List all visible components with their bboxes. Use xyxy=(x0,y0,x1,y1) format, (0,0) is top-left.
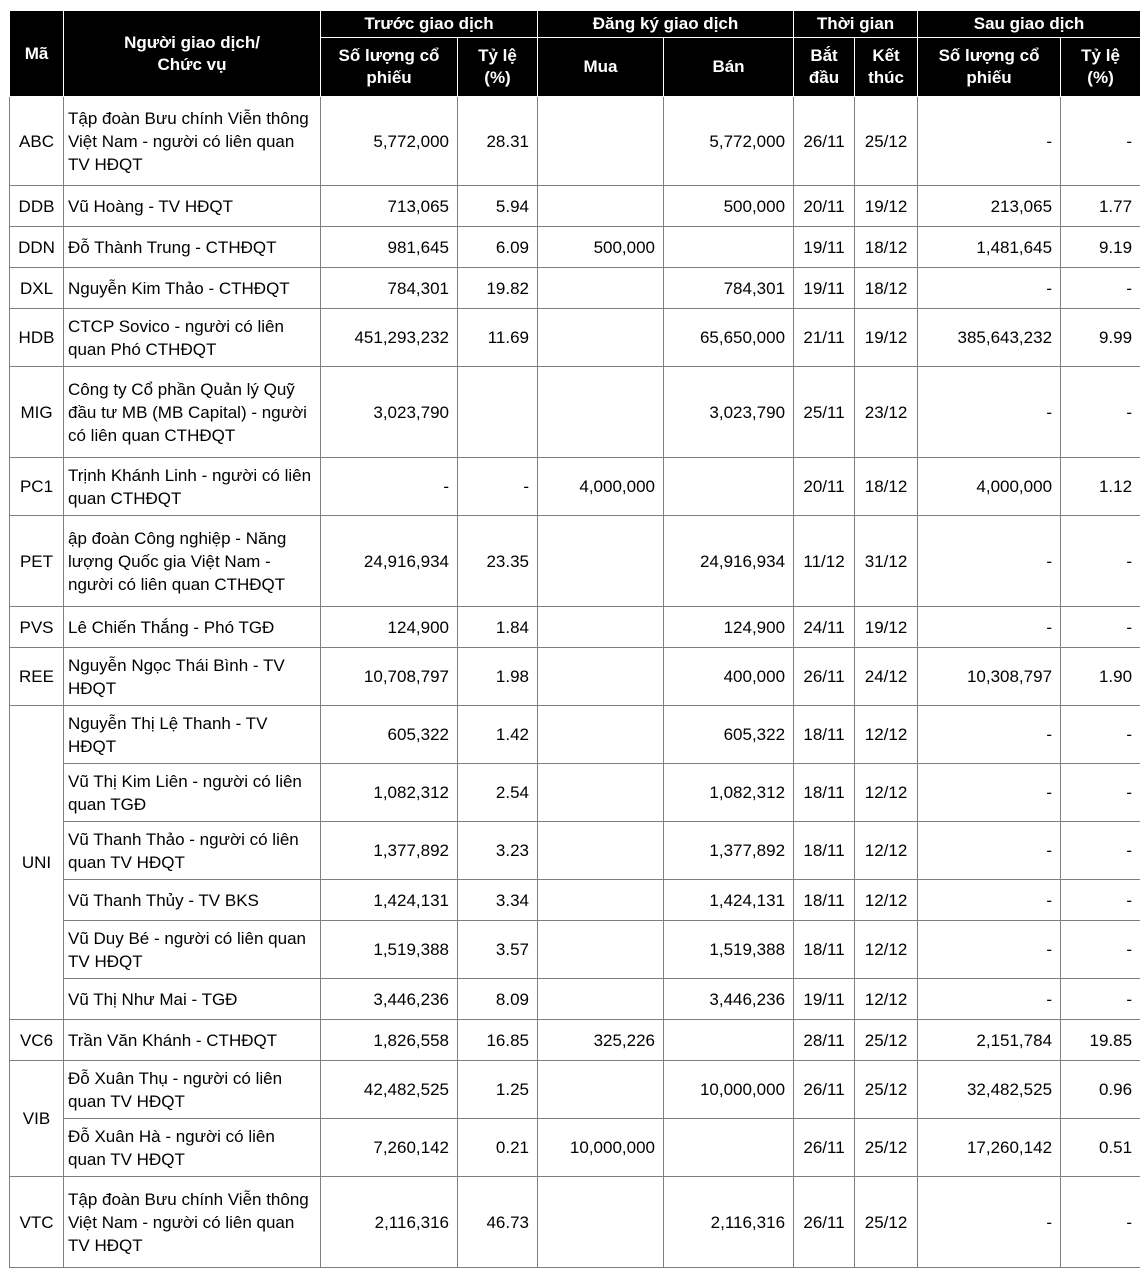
end-date-cell: 31/12 xyxy=(855,516,918,607)
buy-qty-cell xyxy=(538,648,664,706)
trader-name-cell: Đỗ Xuân Hà - người có liên quan TV HĐQT xyxy=(64,1119,321,1177)
end-date-cell: 12/12 xyxy=(855,880,918,921)
after-qty-cell: 17,260,142 xyxy=(918,1119,1061,1177)
start-date-cell: 19/11 xyxy=(794,979,855,1020)
header-before-pct xyxy=(458,38,538,97)
table-row xyxy=(10,186,1140,227)
before-pct-cell: 1.25 xyxy=(458,1061,538,1119)
before-pct-cell: 19.82 xyxy=(458,268,538,309)
trader-name-cell: Tập đoàn Bưu chính Viễn thông Việt Nam - người có liên quan TV HĐQT xyxy=(64,1177,321,1268)
buy-qty-cell xyxy=(538,268,664,309)
table-row xyxy=(10,706,1140,764)
buy-qty-cell: 4,000,000 xyxy=(538,458,664,516)
end-date-cell: 25/12 xyxy=(855,97,918,186)
trader-name-cell: Vũ Thị Như Mai - TGĐ xyxy=(64,979,321,1020)
table-row xyxy=(10,921,1140,979)
trader-name-cell: ập đoàn Công nghiệp - Năng lượng Quốc gia Việt Nam - người có liên quan CTHĐQT xyxy=(64,516,321,607)
after-pct-cell: - xyxy=(1061,268,1140,309)
end-date-cell: 12/12 xyxy=(855,706,918,764)
header-trader-line2: Chức vụ xyxy=(157,54,227,74)
end-date-cell: 19/12 xyxy=(855,186,918,227)
start-date-cell: 26/11 xyxy=(794,97,855,186)
after-qty-cell: - xyxy=(918,822,1061,880)
trader-name-cell: Công ty Cổ phần Quản lý Quỹ đầu tư MB (MB Capital) - người có liên quan CTHĐQT xyxy=(64,367,321,458)
before-qty-cell: 5,772,000 xyxy=(321,97,458,186)
buy-qty-cell xyxy=(538,1061,664,1119)
buy-qty-cell: 10,000,000 xyxy=(538,1119,664,1177)
header-after-pct-line2: (%) xyxy=(1087,68,1114,87)
start-date-cell: 26/11 xyxy=(794,1177,855,1268)
before-pct-cell: 1.98 xyxy=(458,648,538,706)
buy-qty-cell xyxy=(538,1177,664,1268)
start-date-cell: 18/11 xyxy=(794,880,855,921)
start-date-cell: 24/11 xyxy=(794,607,855,648)
header-before-pct-line2: (%) xyxy=(484,68,511,87)
sell-qty-cell: 2,116,316 xyxy=(664,1177,794,1268)
header-period: Thời gian xyxy=(794,11,918,38)
before-qty-cell: 7,260,142 xyxy=(321,1119,458,1177)
after-pct-cell: 19.85 xyxy=(1061,1020,1140,1061)
buy-qty-cell xyxy=(538,607,664,648)
buy-qty-cell: 325,226 xyxy=(538,1020,664,1061)
sell-qty-cell: 500,000 xyxy=(664,186,794,227)
end-date-cell: 18/12 xyxy=(855,268,918,309)
header-after-pct-line1: Tỷ lệ xyxy=(1081,46,1120,65)
trader-name-cell: Lê Chiến Thắng - Phó TGĐ xyxy=(64,607,321,648)
start-date-cell: 18/11 xyxy=(794,706,855,764)
end-date-cell: 25/12 xyxy=(855,1020,918,1061)
after-pct-cell: 9.99 xyxy=(1061,309,1140,367)
stock-code-cell: VC6 xyxy=(10,1020,64,1061)
end-date-cell: 18/12 xyxy=(855,227,918,268)
header-end-line2: thúc xyxy=(868,68,904,87)
stock-code-cell: DDB xyxy=(10,186,64,227)
header-end-line1: Kết xyxy=(872,46,900,65)
sell-qty-cell: 1,082,312 xyxy=(664,764,794,822)
table-row xyxy=(10,367,1140,458)
header-start-line2: đầu xyxy=(808,68,840,87)
after-qty-cell: 32,482,525 xyxy=(918,1061,1061,1119)
stock-code-cell: PET xyxy=(10,516,64,607)
table-row xyxy=(10,979,1140,1020)
before-qty-cell: 1,377,892 xyxy=(321,822,458,880)
after-pct-cell: - xyxy=(1061,764,1140,822)
trader-name-cell: Nguyễn Thị Lệ Thanh - TV HĐQT xyxy=(64,706,321,764)
buy-qty-cell xyxy=(538,186,664,227)
before-qty-cell: 605,322 xyxy=(321,706,458,764)
after-pct-cell: - xyxy=(1061,822,1140,880)
stock-code-cell: DXL xyxy=(10,268,64,309)
after-qty-cell: 1,481,645 xyxy=(918,227,1061,268)
trader-name-cell: Nguyễn Kim Thảo - CTHĐQT xyxy=(64,268,321,309)
end-date-cell: 19/12 xyxy=(855,309,918,367)
header-after-qty-line1: Số lượng cổ xyxy=(938,46,1040,65)
after-qty-cell: 4,000,000 xyxy=(918,458,1061,516)
header-trader xyxy=(64,11,321,97)
before-qty-cell: 1,519,388 xyxy=(321,921,458,979)
trader-name-cell: Vũ Hoàng - TV HĐQT xyxy=(64,186,321,227)
end-date-cell: 12/12 xyxy=(855,979,918,1020)
table-row xyxy=(10,1061,1140,1119)
before-qty-cell: 10,708,797 xyxy=(321,648,458,706)
table-header xyxy=(10,11,1140,97)
end-date-cell: 25/12 xyxy=(855,1177,918,1268)
after-qty-cell: - xyxy=(918,921,1061,979)
table-row xyxy=(10,648,1140,706)
after-pct-cell: 1.12 xyxy=(1061,458,1140,516)
start-date-cell: 26/11 xyxy=(794,648,855,706)
buy-qty-cell xyxy=(538,706,664,764)
trader-name-cell: Nguyễn Ngọc Thái Bình - TV HĐQT xyxy=(64,648,321,706)
trader-name-cell: Trịnh Khánh Linh - người có liên quan CTHĐQT xyxy=(64,458,321,516)
sell-qty-cell: 124,900 xyxy=(664,607,794,648)
trader-name-cell: Đỗ Thành Trung - CTHĐQT xyxy=(64,227,321,268)
sell-qty-cell: 784,301 xyxy=(664,268,794,309)
buy-qty-cell xyxy=(538,921,664,979)
sell-qty-cell: 10,000,000 xyxy=(664,1061,794,1119)
after-pct-cell: 1.90 xyxy=(1061,648,1140,706)
table-row xyxy=(10,607,1140,648)
after-pct-cell: 0.96 xyxy=(1061,1061,1140,1119)
before-qty-cell: 784,301 xyxy=(321,268,458,309)
before-qty-cell: 713,065 xyxy=(321,186,458,227)
end-date-cell: 23/12 xyxy=(855,367,918,458)
before-pct-cell: 23.35 xyxy=(458,516,538,607)
before-qty-cell: 1,082,312 xyxy=(321,764,458,822)
sell-qty-cell: 605,322 xyxy=(664,706,794,764)
before-pct-cell: 3.57 xyxy=(458,921,538,979)
sell-qty-cell: 1,424,131 xyxy=(664,880,794,921)
header-after-qty xyxy=(918,38,1061,97)
after-qty-cell: - xyxy=(918,706,1061,764)
header-sell: Bán xyxy=(664,38,794,97)
buy-qty-cell xyxy=(538,97,664,186)
buy-qty-cell xyxy=(538,309,664,367)
sell-qty-cell: 3,023,790 xyxy=(664,367,794,458)
buy-qty-cell xyxy=(538,367,664,458)
header-end xyxy=(855,38,918,97)
buy-qty-cell: 500,000 xyxy=(538,227,664,268)
sell-qty-cell: 65,650,000 xyxy=(664,309,794,367)
after-pct-cell: 1.77 xyxy=(1061,186,1140,227)
before-pct-cell: 28.31 xyxy=(458,97,538,186)
trader-name-cell: Tập đoàn Bưu chính Viễn thông Việt Nam - người có liên quan TV HĐQT xyxy=(64,97,321,186)
before-qty-cell: 2,116,316 xyxy=(321,1177,458,1268)
before-pct-cell: 8.09 xyxy=(458,979,538,1020)
table-row xyxy=(10,1177,1140,1268)
start-date-cell: 21/11 xyxy=(794,309,855,367)
header-registered: Đăng ký giao dịch xyxy=(538,11,794,38)
after-qty-cell: - xyxy=(918,979,1061,1020)
table-row xyxy=(10,309,1140,367)
table-row xyxy=(10,97,1140,186)
before-qty-cell: 1,424,131 xyxy=(321,880,458,921)
table-row xyxy=(10,1020,1140,1061)
stock-code-cell: ABC xyxy=(10,97,64,186)
after-pct-cell: - xyxy=(1061,97,1140,186)
after-qty-cell: - xyxy=(918,268,1061,309)
table-body xyxy=(10,97,1140,1268)
trader-name-cell: Vũ Thanh Thủy - TV BKS xyxy=(64,880,321,921)
after-qty-cell: - xyxy=(918,97,1061,186)
after-qty-cell: 385,643,232 xyxy=(918,309,1061,367)
after-qty-cell: - xyxy=(918,607,1061,648)
table-row xyxy=(10,268,1140,309)
before-qty-cell: 451,293,232 xyxy=(321,309,458,367)
stock-code-cell: PVS xyxy=(10,607,64,648)
stock-code-cell: DDN xyxy=(10,227,64,268)
header-before-qty-line2: phiếu xyxy=(366,68,412,87)
sell-qty-cell: 400,000 xyxy=(664,648,794,706)
start-date-cell: 20/11 xyxy=(794,458,855,516)
trader-name-cell: Vũ Thị Kim Liên - người có liên quan TGĐ xyxy=(64,764,321,822)
after-pct-cell: - xyxy=(1061,367,1140,458)
end-date-cell: 24/12 xyxy=(855,648,918,706)
header-before: Trước giao dịch xyxy=(321,11,538,38)
sell-qty-cell xyxy=(664,1119,794,1177)
before-pct-cell: 11.69 xyxy=(458,309,538,367)
start-date-cell: 20/11 xyxy=(794,186,855,227)
header-start xyxy=(794,38,855,97)
sell-qty-cell: 1,377,892 xyxy=(664,822,794,880)
after-pct-cell: - xyxy=(1061,979,1140,1020)
trader-name-cell: Vũ Duy Bé - người có liên quan TV HĐQT xyxy=(64,921,321,979)
start-date-cell: 18/11 xyxy=(794,764,855,822)
header-before-qty-line1: Số lượng cổ xyxy=(338,46,440,65)
start-date-cell: 25/11 xyxy=(794,367,855,458)
table-row xyxy=(10,764,1140,822)
before-qty-cell: 24,916,934 xyxy=(321,516,458,607)
end-date-cell: 12/12 xyxy=(855,921,918,979)
stock-code-cell: VIB xyxy=(10,1061,64,1177)
before-qty-cell: - xyxy=(321,458,458,516)
end-date-cell: 18/12 xyxy=(855,458,918,516)
start-date-cell: 28/11 xyxy=(794,1020,855,1061)
buy-qty-cell xyxy=(538,979,664,1020)
sell-qty-cell: 24,916,934 xyxy=(664,516,794,607)
after-qty-cell: 213,065 xyxy=(918,186,1061,227)
trader-name-cell: Vũ Thanh Thảo - người có liên quan TV HĐQT xyxy=(64,822,321,880)
table-row xyxy=(10,880,1140,921)
sell-qty-cell xyxy=(664,458,794,516)
end-date-cell: 12/12 xyxy=(855,764,918,822)
table-row xyxy=(10,516,1140,607)
before-pct-cell: 46.73 xyxy=(458,1177,538,1268)
header-after-qty-line2: phiếu xyxy=(966,68,1012,87)
before-qty-cell: 981,645 xyxy=(321,227,458,268)
after-qty-cell: 10,308,797 xyxy=(918,648,1061,706)
table-row xyxy=(10,1119,1140,1177)
end-date-cell: 19/12 xyxy=(855,607,918,648)
before-qty-cell: 42,482,525 xyxy=(321,1061,458,1119)
sell-qty-cell: 5,772,000 xyxy=(664,97,794,186)
stock-code-cell: VTC xyxy=(10,1177,64,1268)
after-pct-cell: - xyxy=(1061,921,1140,979)
trader-name-cell: Đỗ Xuân Thụ - người có liên quan TV HĐQT xyxy=(64,1061,321,1119)
before-pct-cell: 2.54 xyxy=(458,764,538,822)
before-pct-cell: - xyxy=(458,458,538,516)
after-pct-cell: - xyxy=(1061,516,1140,607)
table-row xyxy=(10,227,1140,268)
buy-qty-cell xyxy=(538,764,664,822)
end-date-cell: 25/12 xyxy=(855,1061,918,1119)
header-before-qty xyxy=(321,38,458,97)
header-after-pct xyxy=(1061,38,1140,97)
after-pct-cell: - xyxy=(1061,607,1140,648)
before-qty-cell: 124,900 xyxy=(321,607,458,648)
after-qty-cell: 2,151,784 xyxy=(918,1020,1061,1061)
buy-qty-cell xyxy=(538,516,664,607)
start-date-cell: 26/11 xyxy=(794,1119,855,1177)
before-pct-cell: 3.34 xyxy=(458,880,538,921)
after-qty-cell: - xyxy=(918,764,1061,822)
after-qty-cell: - xyxy=(918,880,1061,921)
header-buy: Mua xyxy=(538,38,664,97)
header-trader-line1: Người giao dịch/ xyxy=(124,32,260,52)
before-pct-cell: 6.09 xyxy=(458,227,538,268)
insider-trading-table-container xyxy=(9,10,1140,1268)
stock-code-cell: MIG xyxy=(10,367,64,458)
after-qty-cell: - xyxy=(918,367,1061,458)
after-pct-cell: 9.19 xyxy=(1061,227,1140,268)
sell-qty-cell: 1,519,388 xyxy=(664,921,794,979)
start-date-cell: 26/11 xyxy=(794,1061,855,1119)
end-date-cell: 12/12 xyxy=(855,822,918,880)
sell-qty-cell xyxy=(664,227,794,268)
trader-name-cell: Trần Văn Khánh - CTHĐQT xyxy=(64,1020,321,1061)
start-date-cell: 11/12 xyxy=(794,516,855,607)
after-pct-cell: - xyxy=(1061,706,1140,764)
start-date-cell: 19/11 xyxy=(794,268,855,309)
header-start-line1: Bắt xyxy=(810,46,838,65)
after-qty-cell: - xyxy=(918,516,1061,607)
stock-code-cell: REE xyxy=(10,648,64,706)
header-code: Mã xyxy=(10,11,64,97)
sell-qty-cell xyxy=(664,1020,794,1061)
table-row xyxy=(10,822,1140,880)
sell-qty-cell: 3,446,236 xyxy=(664,979,794,1020)
after-qty-cell: - xyxy=(918,1177,1061,1268)
before-pct-cell: 3.23 xyxy=(458,822,538,880)
buy-qty-cell xyxy=(538,822,664,880)
table-row xyxy=(10,458,1140,516)
before-pct-cell xyxy=(458,367,538,458)
before-qty-cell: 1,826,558 xyxy=(321,1020,458,1061)
before-pct-cell: 1.84 xyxy=(458,607,538,648)
before-pct-cell: 5.94 xyxy=(458,186,538,227)
after-pct-cell: 0.51 xyxy=(1061,1119,1140,1177)
before-pct-cell: 0.21 xyxy=(458,1119,538,1177)
before-qty-cell: 3,023,790 xyxy=(321,367,458,458)
stock-code-cell: UNI xyxy=(10,706,64,1020)
header-after: Sau giao dịch xyxy=(918,11,1140,38)
buy-qty-cell xyxy=(538,880,664,921)
stock-code-cell: PC1 xyxy=(10,458,64,516)
trader-name-cell: CTCP Sovico - người có liên quan Phó CTHĐQT xyxy=(64,309,321,367)
after-pct-cell: - xyxy=(1061,1177,1140,1268)
insider-trading-table xyxy=(9,10,1140,1268)
stock-code-cell: HDB xyxy=(10,309,64,367)
before-pct-cell: 16.85 xyxy=(458,1020,538,1061)
after-pct-cell: - xyxy=(1061,880,1140,921)
start-date-cell: 19/11 xyxy=(794,227,855,268)
header-before-pct-line1: Tỷ lệ xyxy=(478,46,517,65)
end-date-cell: 25/12 xyxy=(855,1119,918,1177)
before-qty-cell: 3,446,236 xyxy=(321,979,458,1020)
before-pct-cell: 1.42 xyxy=(458,706,538,764)
start-date-cell: 18/11 xyxy=(794,822,855,880)
start-date-cell: 18/11 xyxy=(794,921,855,979)
